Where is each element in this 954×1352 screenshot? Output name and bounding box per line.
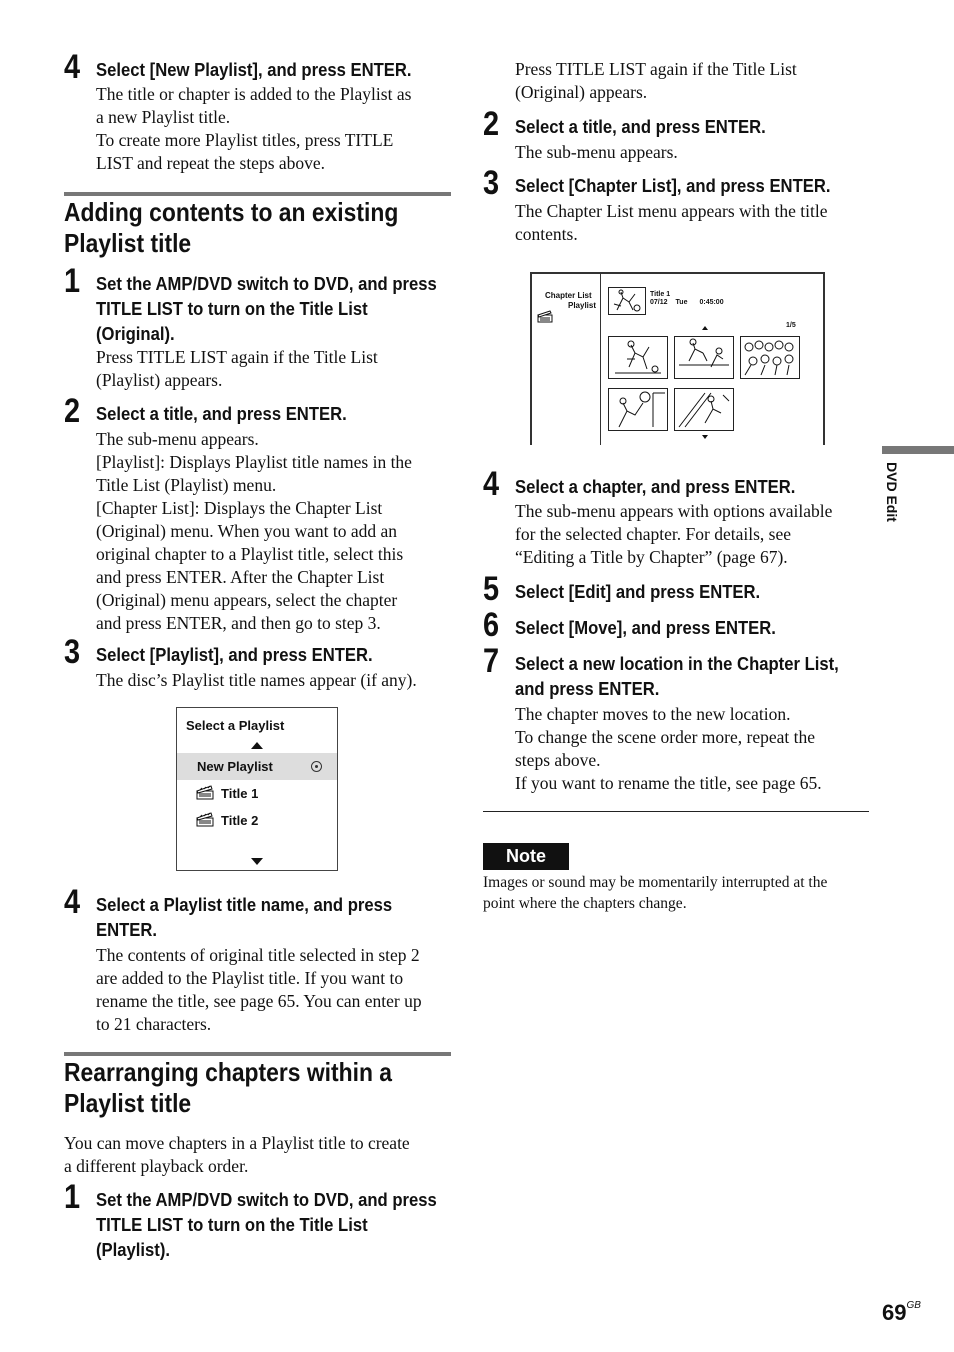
step-number: 5	[483, 570, 500, 608]
note-text: Images or sound may be momentarily interrupted at the point where the chapters change.	[483, 874, 828, 912]
step-body: The contents of original title selected in step 2 are added to the Playlist title. If you want to rename the title, see page 65. You can enter up to 21 characters.	[96, 945, 422, 1034]
playlist-label: Playlist	[568, 301, 597, 310]
playlist-menu	[176, 707, 338, 871]
section-rule	[64, 192, 451, 196]
scroll-up-icon[interactable]	[251, 742, 263, 749]
step-heading: Select a chapter, and press ENTER.	[515, 476, 796, 497]
playlist-item-title1[interactable]	[177, 780, 337, 806]
sidebar-tab	[882, 446, 954, 454]
step-heading: Select [Edit] and press ENTER.	[515, 581, 761, 602]
step-number: 7	[483, 642, 500, 680]
section-intro: You can move chapters in a Playlist title to create a different playback order.	[64, 1133, 410, 1176]
section-heading: Rearranging chapters within a Playlist title	[64, 1057, 393, 1118]
step-body: Press TITLE LIST again if the Title List (Playlist) appears.	[96, 347, 378, 390]
step-heading: Select a title, and press ENTER.	[515, 116, 766, 137]
note-label: Note	[483, 843, 569, 870]
step-heading: Select a Playlist title name, and press ENTER.	[96, 894, 393, 940]
scroll-up-icon[interactable]	[702, 326, 708, 330]
playlist-menu-title: Select a Playlist	[186, 718, 285, 733]
page-indicator: 1/5	[786, 322, 796, 329]
step-number: 1	[64, 262, 81, 300]
title-clapper-icon	[196, 811, 214, 827]
enter-icon	[311, 761, 322, 772]
step-body: The Chapter List menu appears with the title contents.	[515, 201, 828, 244]
step-heading: Select [New Playlist], and press ENTER.	[96, 59, 412, 80]
step-number: 3	[64, 633, 81, 671]
section-rule	[64, 1052, 451, 1056]
step-number: 4	[483, 465, 500, 503]
sidebar-label: DVD Edit	[884, 462, 900, 522]
step-number: 1	[64, 1178, 81, 1216]
divider	[600, 274, 601, 445]
chapter-list-label: Chapter List	[545, 291, 592, 300]
step-heading: Set the AMP/DVD switch to DVD, and press TITLE LIST to turn on the Title List (Playlist).	[96, 1189, 437, 1260]
page-number: $69^{GB}$	[882, 1300, 921, 1325]
note-divider	[483, 811, 869, 812]
chapter-thumbnail[interactable]	[674, 336, 734, 379]
step-number: 6	[483, 606, 500, 644]
chapter-thumbnail[interactable]	[608, 336, 668, 379]
playlist-item-label: Title 1	[221, 786, 259, 801]
chapter-list-screen	[530, 272, 825, 445]
playlist-item-new[interactable]	[177, 753, 337, 780]
step-heading: Select a title, and press ENTER.	[96, 403, 347, 424]
step-number: 2	[64, 392, 81, 430]
step-body: The disc’s Playlist title names appear (if any).	[96, 670, 417, 690]
playlist-item-title2[interactable]	[177, 807, 337, 833]
title-date: 07/12 Tue 0:45:00	[650, 299, 724, 306]
title-name: Title 1	[650, 291, 671, 298]
step-body: Press TITLE LIST again if the Title List (Original) appears.	[515, 59, 797, 102]
title-clapper-icon	[196, 784, 214, 800]
step-body: The chapter moves to the new location. To change the scene order more, repeat the steps above. If you want to rename the title, see page 65.	[515, 704, 822, 793]
chapter-thumbnail[interactable]	[674, 388, 734, 431]
scroll-down-icon[interactable]	[702, 435, 708, 439]
step-body: The sub-menu appears.	[515, 142, 678, 162]
step-heading: Select [Playlist], and press ENTER.	[96, 644, 373, 665]
chapter-thumbnail[interactable]	[608, 388, 668, 431]
title-clapper-icon	[537, 309, 553, 323]
playlist-item-label: New Playlist	[197, 759, 273, 774]
step-number: 4	[64, 48, 81, 86]
step-body: The title or chapter is added to the Playlist as a new Playlist title. To create more Playlist titles, press TITLE LIST and repeat the steps above.	[96, 84, 412, 173]
scroll-down-icon[interactable]	[251, 858, 263, 865]
title-thumbnail	[608, 287, 646, 315]
step-number: 4	[64, 883, 81, 921]
step-body: The sub-menu appears. [Playlist]: Displays Playlist title names in the Title List (Playlist) menu. [Chapter List]: Displays the Chapter List (Original) menu. When you want to add an original chapter to a Playlist title, select this and press ENTER. After the Chapter List (Original) menu appears, select the chapter and press ENTER, and then go to step 3.	[96, 429, 412, 633]
step-number: 3	[483, 164, 500, 202]
chapter-thumbnail[interactable]	[740, 336, 800, 379]
playlist-item-label: Title 2	[221, 813, 259, 828]
step-heading: Set the AMP/DVD switch to DVD, and press TITLE LIST to turn on the Title List (Original).	[96, 273, 437, 344]
step-heading: Select a new location in the Chapter List, and press ENTER.	[515, 653, 839, 699]
step-number: 2	[483, 105, 500, 143]
section-heading: Adding contents to an existing Playlist title	[64, 197, 399, 258]
step-heading: Select [Chapter List], and press ENTER.	[515, 175, 831, 196]
step-body: The sub-menu appears with options available for the selected chapter. For details, see “Editing a Title by Chapter” (page 67).	[515, 501, 833, 567]
step-heading: Select [Move], and press ENTER.	[515, 617, 776, 638]
